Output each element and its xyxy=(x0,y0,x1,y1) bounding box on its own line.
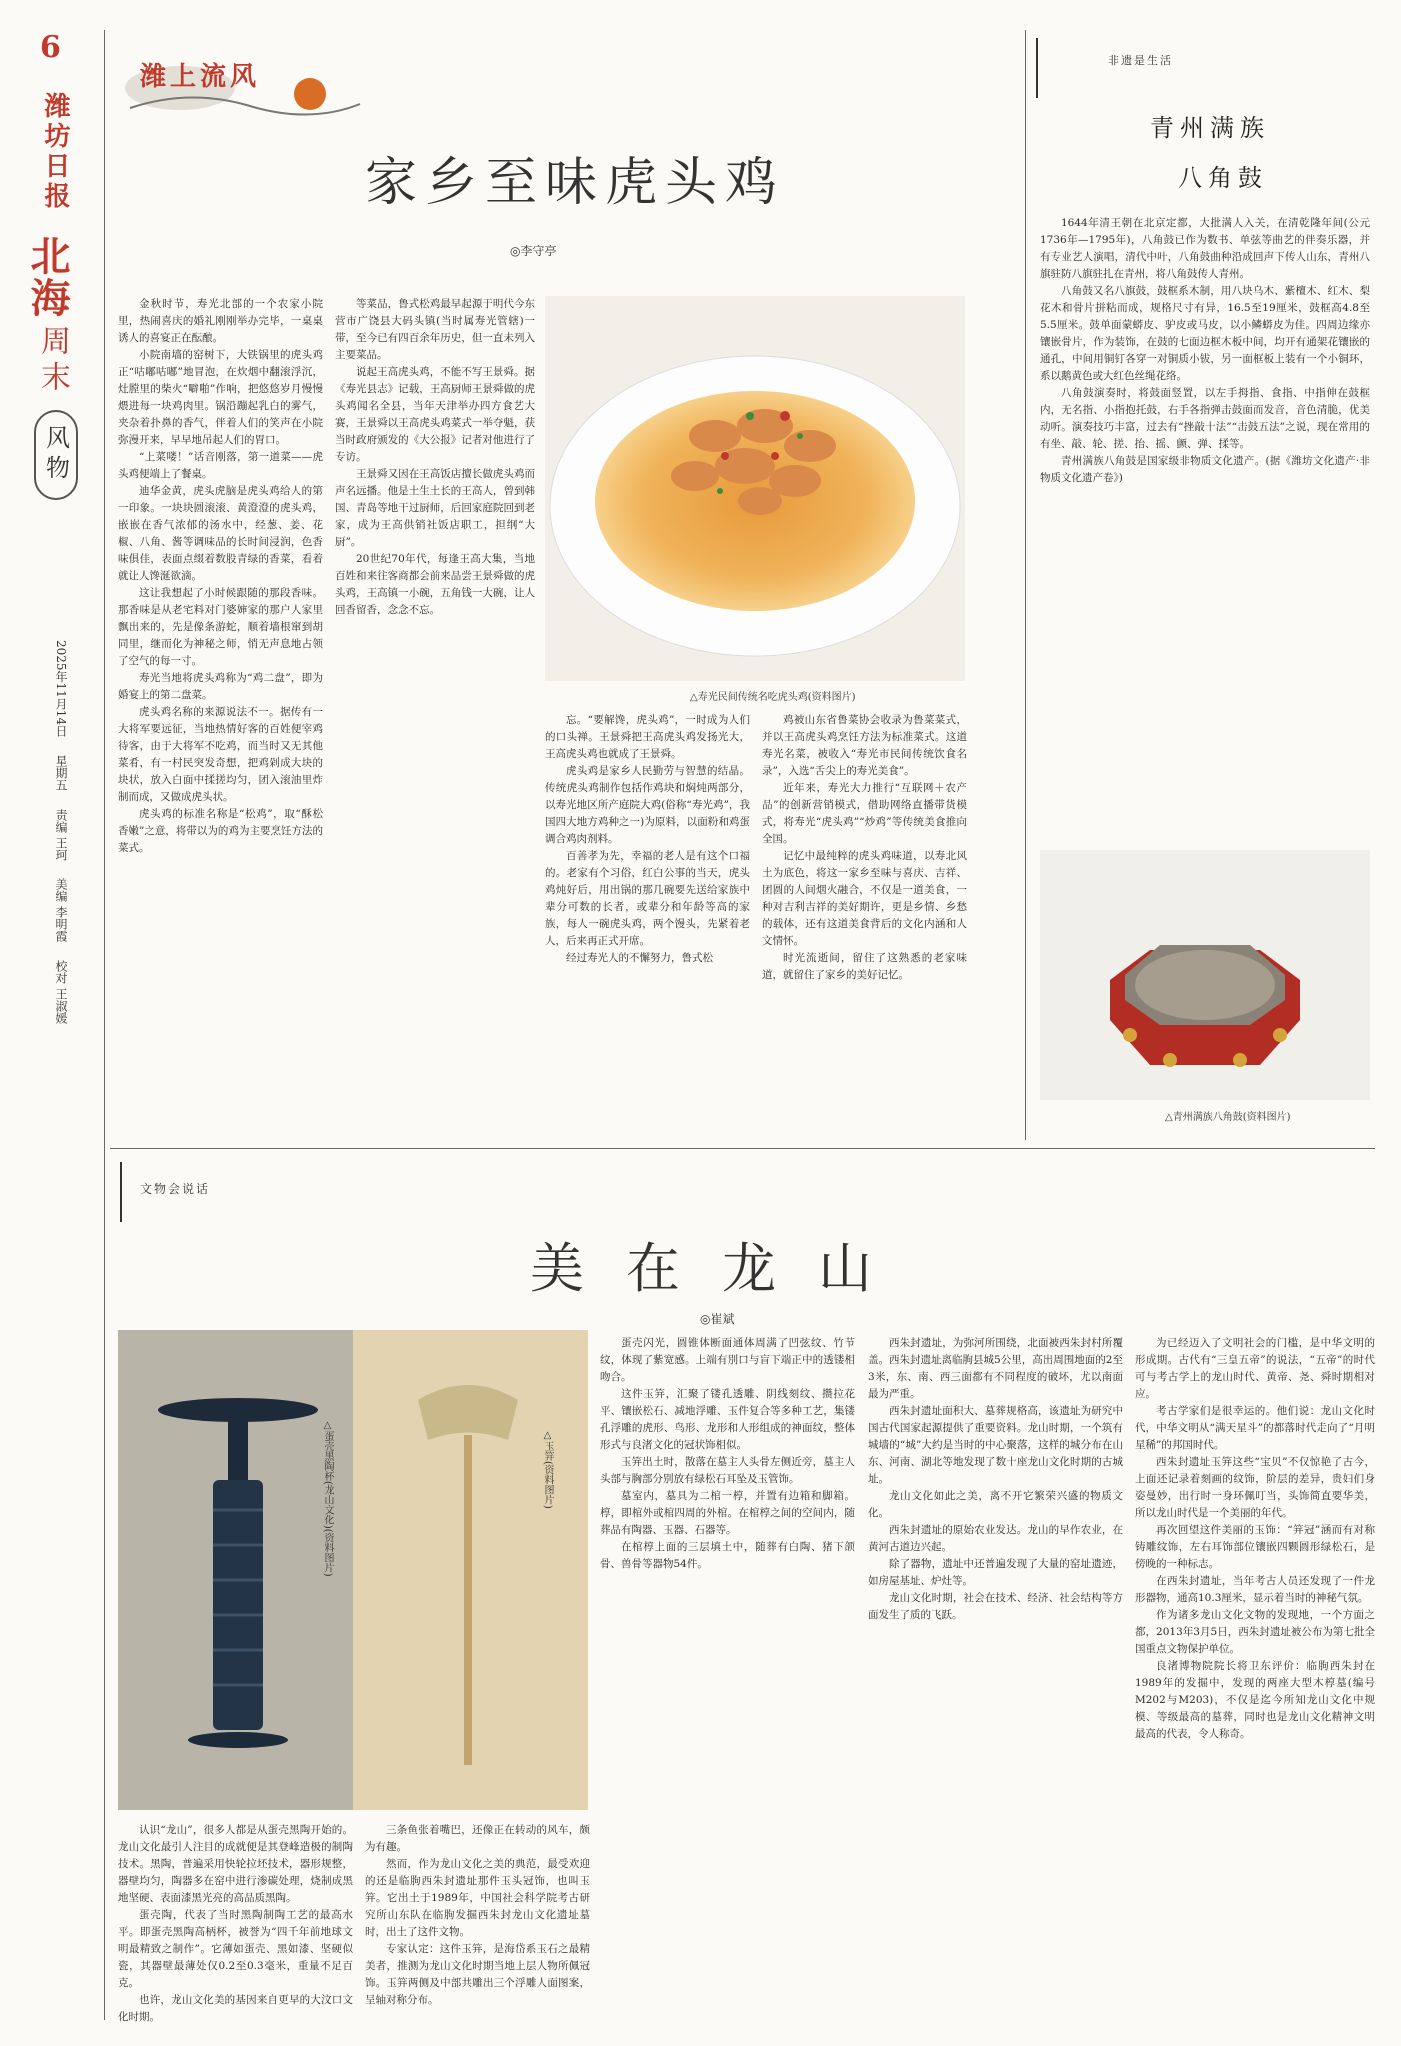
paragraph: 鸡被山东省鲁菜协会收录为鲁菜菜式，并以王高虎头鸡烹饪方法为标准菜式。这道寿光名菜，被收入“寿光市民间传统饮食名录”，入选“舌尖上的寿光美食”。 xyxy=(762,714,967,777)
right-tag-bar xyxy=(1036,38,1038,98)
article2-tag: 文物会说话 xyxy=(140,1182,211,1196)
paragraph: 说起王高虎头鸡，不能不写王景舜。据《寿光县志》记载，王高厨师王景舜做的虎头鸡闻名全县，当年天津举办四方食艺大赛，王景舜以王高虎头鸡菜式一举夺魁，获当时政府颁发的《大公报》记者对他进行了专访。 xyxy=(335,366,535,463)
paper-name: 潍坊日报 xyxy=(40,92,70,212)
issue-date: 2025年11月14日 xyxy=(54,640,68,738)
designer-credit: 美编 李明霞 xyxy=(54,878,68,943)
paragraph: 八角鼓演奏时，将鼓面竖置，以左手拇指、食指、中指伸在鼓框内，无名指、小指抱托鼓，右手各指弹击鼓面而发音，音色清脆，优美动听。演奏技巧丰富，过去有“挫敲十法”“击鼓五法”之说，现在常用的有坐、敲、轮、搓、抬、摇、颤、弹、揉等。 xyxy=(1040,387,1370,450)
column-logo-text: 潍上流风 xyxy=(140,62,261,92)
article2-column-2 xyxy=(365,1822,590,2022)
paragraph: 小院南墙的窑树下，大铁锅里的虎头鸡正“咕嘟咕嘟”地冒泡，在炊烟中翻滚浮沉，灶膛里的柴火“噼啪”作响，把悠悠岁月慢慢煨进每一块鸡肉里。锅沿蹦起乳白的雾气，夹杂着扑鼻的香气，伴着人们的笑声在小院弥漫开来，早早地吊起人们的胃口。 xyxy=(118,349,323,446)
paragraph: 西朱封遗址的原始农业发达。龙山的早作农业，在黄河古道边兴起。 xyxy=(868,1524,1123,1553)
paragraph: 在棺椁上面的三层填土中，随葬有白陶、猪下颌骨、兽骨等器物54件。 xyxy=(600,1541,855,1570)
paragraph: 1644年清王朝在北京定都，大批满人入关，在清乾隆年间(公元1736年—1795年)，八角鼓已作为数书、单弦等曲艺的伴奏乐器，并有专业艺人演唱，清代中叶，八角鼓曲种沿成回声下传人山东，青州八旗驻防八旗驻扎在青州，将八角鼓传人青州。 xyxy=(1040,217,1370,280)
paragraph: 为已经迈入了文明社会的门槛，是中华文明的形成期。古代有“三皇五帝”的说法，“五帝”的时代可与考古学上的龙山时代、黄帝、尧、舜时期相对应。 xyxy=(1135,1337,1375,1400)
paragraph: 虎头鸡是家乡人民勤劳与智慧的结晶。传统虎头鸡制作包括作鸡块和焖炖两部分，以寿光地区所产庭院大鸡(俗称“寿光鸡”，我国四大地方鸡种之一)为原料，以面粉和鸡蛋调合鸡肉剂料。 xyxy=(545,765,750,845)
paragraph: 蛋壳陶，代表了当时黑陶制陶工艺的最高水平。即蛋壳黑陶高柄杯，被誉为“四千年前地球文明最精致之制作”。它薄如蛋壳、黑如漆、坚硬似瓷，其器壁最薄处仅0.2至0.3毫米，重量不足百克。 xyxy=(118,1909,353,1989)
right-column-divider xyxy=(1025,30,1026,1140)
right-article-tag: 非遗是生活 xyxy=(1108,54,1173,67)
issue-info xyxy=(50,640,72,1520)
paragraph: 良渚博物院院长将卫东评价：临朐西朱封在1989年的发掘中，发现的两座大型木椁墓(编号M202与M203)，不仅是迄今所知龙山文化中规模、等级最高的墓葬，同时也是龙山文化精神文明最高的代表，令人称奇。 xyxy=(1135,1660,1375,1740)
dish-illustration xyxy=(545,296,965,681)
paragraph: 青州满族八角鼓是国家级非物质文化遗产。(据《潍坊文化遗产·非物质文化遗产卷》) xyxy=(1040,455,1370,484)
article1-byline: ◎李守亭 xyxy=(510,244,557,258)
right-article-body xyxy=(1040,215,1370,840)
article1-column-2 xyxy=(335,296,535,1116)
editor-credit: 责编 王珂 xyxy=(54,808,68,861)
article1-photo-caption: △寿光民间传统名吃虎头鸡(资料图片) xyxy=(690,692,856,703)
article2-title: 美在龙山 xyxy=(530,1237,914,1300)
proofreader-credit: 校对 王淑媛 xyxy=(54,960,68,1024)
paragraph: 虎头鸡的标准名称是“松鸡”，取“酥松香嫩”之意，将带以为的鸡为主要烹饪方法的菜式。 xyxy=(118,808,323,854)
section-label: 风物 xyxy=(41,425,70,485)
paragraph: 时光流逝间，留住了这熟悉的老家味道，就留住了家乡的美好记忆。 xyxy=(762,952,967,981)
edition-name: 北海 xyxy=(24,235,71,319)
paragraph: 西朱封遗址玉笄这些“宝贝”不仅惊艳了古今，上面还记录着刻画的纹饰，阶层的差异，贵妇们身姿曼妙，出行时一身环佩叮当，头饰简直要华美，所以龙山时代是一个美丽的年代。 xyxy=(1135,1456,1375,1519)
paragraph: 再次回望这件美丽的玉饰：“笄冠”涵而有对称铸雕纹饰，左右耳饰部位镶嵌四颗圆形绿松石，是傍晚的一种标志。 xyxy=(1135,1524,1375,1570)
relics-photo xyxy=(118,1330,588,1810)
article1-column-4 xyxy=(762,712,967,1116)
article2-column-4 xyxy=(868,1335,1123,2025)
paragraph: 王景舜又因在王高饭店擅长做虎头鸡而声名远播。他是土生土长的王高人，曾到韩国、青岛等地干过厨师，后回家庭院回到老家，成为王高供销社饭店职工，担纲“大厨”。 xyxy=(335,468,535,548)
paragraph: 作为诸多龙山文化文物的发现地，一个方面之都，2013年3月5日，西朱封遗址被公布为第七批全国重点文物保护单位。 xyxy=(1135,1609,1375,1655)
article1-title: 家乡至味虎头鸡 xyxy=(365,153,786,213)
article2-column-5 xyxy=(1135,1335,1375,2025)
paragraph: 百善孝为先，幸福的老人是有这个口福的。老家有个习俗，红白公事的当天，虎头鸡炖好后，用出锅的那几碗要先送给家族中辈分可数的长者，或辈分和年龄等高的家族，每人一碗虎头鸡，两个馒头，先紧着老人，后来再正式开席。 xyxy=(545,850,750,947)
article2-caption-right: △玉笄(资料图片) xyxy=(542,1430,553,1509)
paragraph: “上菜喽！”话音刚落，第一道菜——虎头鸡便端上了餐桌。 xyxy=(118,451,323,480)
paragraph: 虎头鸡名称的来源说法不一。据传有一大将军要远征，当地热情好客的百姓便宰鸡待客，由于大将军不吃鸡，而当时又无其他菜肴，有一村民突发奇想，把鸡剁成大块的块状，放入白面中揉搓均匀，团入滚油里炸制而成，又做成虎头状。 xyxy=(118,706,323,803)
drum-illustration xyxy=(1040,850,1370,1100)
paragraph: 墓室内，墓具为二棺一椁，并置有边箱和脚箱。椁，即棺外或棺四周的外棺。在棺椁之间的空间内，随葬品有陶器、玉器、石器等。 xyxy=(600,1490,855,1536)
paragraph: 八角鼓又名八旗鼓，鼓框系木制，用八块乌木、紫檀木、红木、梨花木和骨片拼粘而成，规格尺寸有异，16.5至19厘米，鼓框高4.8至5.5厘米。鼓单面蒙蟒皮、驴皮或马皮，以小鳞蟒皮为佳。四周边缘亦镶嵌骨片，作为装饰，在鼓的七面边框木板中间，均开有通架花镶嵌的通孔，中间用铜钉各穿一对铜质小钹，另一面框板上装有一个小铜环，系以鹅黄色或大红色丝绳花络。 xyxy=(1040,285,1370,382)
article2-caption-left: △蛋壳黑陶杯(龙山文化)(资料图片) xyxy=(322,1420,333,1577)
paragraph: 近年来，寿光大力推行“互联网＋农产品”的创新营销模式，借助网络直播带货模式，将寿光“虎头鸡”“炒鸡”等传统美食推向全国。 xyxy=(762,782,967,845)
paragraph: 20世纪70年代，每逢王高大集，当地百姓和来往客商都会前来品尝王景舜做的虎头鸡，王高镇一小碗，五角钱一大碗，让人回香留香，念念不忘。 xyxy=(335,553,535,616)
paragraph: 忘。“要解馋，虎头鸡”，一时成为人们的口头禅。王景舜把王高虎头鸡发扬光大，王高虎头鸡也就成了王景舜。 xyxy=(545,714,750,760)
article2-column-3 xyxy=(600,1335,855,2025)
paragraph: 玉笄出土时，散落在墓主人头骨左侧近旁，墓主人头部与胸部分别放有绿松石耳坠及玉管饰。 xyxy=(600,1456,855,1485)
paragraph: 这件玉笄，汇聚了镂孔透雕、阴线刻纹、攒拉花平、镶嵌松石、减地浮雕、玉件复合等多种工艺，集镂孔浮雕的虎形、鸟形、龙形和人形组成的神面纹，整体形式与良渚文化的冠状饰相似。 xyxy=(600,1388,855,1451)
issue-weekday: 星期五 xyxy=(54,754,68,791)
paragraph: 蛋壳闪光，圆锥体断面通体周满了凹弦纹、竹节纹，体现了紫宽感。上端有別口与盲下端正中的透镂相吻合。 xyxy=(600,1337,855,1383)
relics-illustration xyxy=(118,1330,588,1810)
page-number: 6 xyxy=(40,30,61,65)
article2-tag-bar xyxy=(120,1162,122,1222)
left-band-divider xyxy=(104,30,105,2020)
tiger-chicken-photo xyxy=(545,296,965,681)
paragraph: 迪华金黄，虎头虎脑是虎头鸡给人的第一印象。一块块圆滚滚、黄澄澄的虎头鸡，嵌嵌在香气浓郁的汤水中，经葱、姜、花椒、八角、酱等调味品的长时间浸润，色香味俱佳，表面点缀着数股青绿的香菜，看着就让人馋涎欲滴。 xyxy=(118,485,323,582)
weekly-label: 周末 xyxy=(35,325,70,397)
paragraph: 也许，龙山文化美的基因来自更早的大汶口文化时期。 xyxy=(118,1994,353,2022)
paragraph: 西朱封遗址，为弥河所围绕，北面被西朱封村所覆盖。西朱封遗址离临朐县城5公里，高出周围地面的2至3米，东、南、西三面都有不同程度的破坏，尤以南面最为严重。 xyxy=(868,1337,1123,1400)
column-logo xyxy=(120,48,370,118)
paragraph: 等菜品，鲁式松鸡最早起源于明代今东营市广饶县大码头镇(当时属寿光管辖)一带，至今已有四百余年历史，但一直未列入主要菜品。 xyxy=(335,298,535,361)
section-badge xyxy=(34,410,78,500)
right-article-title-line2: 八角鼓 xyxy=(1178,164,1268,192)
paragraph: 这让我想起了小时候跟随的那段香味。那香味是从老宅料对门婆婶家的那户人家里飘出来的，先是像条游蛇，顺着墙根窜到胡同里，继而化为神秘之师，悄无声息地占领了空气的每一寸。 xyxy=(118,587,323,667)
paragraph: 三条鱼张着嘴巴，还像正在转动的风车，颇为有趣。 xyxy=(365,1824,590,1853)
paragraph: 记忆中最纯粹的虎头鸡味道，以寿北风土为底色，将这一家乡至味与喜庆、吉祥、团圆的人间烟火融合，不仅是一道美食，一种对吉利吉祥的美好期许，更是乡情、乡愁的载体，还有这道美食背后的文化内涵和人文情怀。 xyxy=(762,850,967,947)
paragraph: 考古学家们是很幸运的。他们说：龙山文化时代，中华文明从“满天星斗”的都落时代走向了“月明星稀”的邦国时代。 xyxy=(1135,1405,1375,1451)
paragraph: 金秋时节，寿光北部的一个农家小院里，热闹喜庆的婚礼刚刚举办完毕，一桌桌诱人的喜宴正在酝酿。 xyxy=(118,298,323,344)
paragraph: 除了器物，遗址中还普遍发现了大量的窑址遗迹，如房屋基址、炉灶等。 xyxy=(868,1558,1123,1587)
paragraph: 西朱封遗址面积大、墓葬规格高，该遗址为研究中国古代国家起源提供了重要资料。龙山时期，一个筑有城墙的“城”大约是当时的中心聚落，这样的城分布在山东、河南、湖北等地发现了数十座龙山文化时期的古城址。 xyxy=(868,1405,1123,1485)
article2-byline: ◎崔斌 xyxy=(700,1312,735,1326)
paragraph: 然而，作为龙山文化之美的典范，最受欢迎的还是临朐西朱封遗址那件玉头冠饰，也叫玉笄。它出土于1989年，中国社会科学院考古研究所山东队在临朐发掘西朱封龙山文化遗址墓时，出土了这件文物。 xyxy=(365,1858,590,1938)
article1-column-3 xyxy=(545,712,750,1116)
paragraph: 寿光当地将虎头鸡称为“鸡二盘”，即为婚宴上的第二盘菜。 xyxy=(118,672,323,701)
octagonal-drum-photo xyxy=(1040,850,1370,1100)
article1-column-1 xyxy=(118,296,323,1116)
paragraph: 认识“龙山”，很多人都是从蛋壳黑陶开始的。龙山文化最引人注目的成就便是其登峰造极的制陶技术。黑陶，普遍采用快轮拉坯技术，器形规整，器壁均匀，陶器多在窑中进行渗碳处理，烧制成黑地坚硬、表面漆黑光亮的高品质黑陶。 xyxy=(118,1824,353,1904)
section-divider xyxy=(110,1148,1375,1149)
article2-column-1 xyxy=(118,1822,353,2022)
paragraph: 专家认定：这件玉笄，是海岱系玉石之最精美者，推测为龙山文化时期当地上层人物所佩冠饰。玉笄两侧及中部共雕出三个浮雕人面图案，呈轴对称分布。 xyxy=(365,1943,590,2006)
drum-photo-caption: △青州满族八角鼓(资料图片) xyxy=(1165,1112,1291,1123)
paragraph: 在西朱封遗址，当年考古人员还发现了一件龙形器物，通高10.3厘米，显示着当时的神秘气氛。 xyxy=(1135,1575,1375,1604)
paragraph: 龙山文化如此之美，离不开它繁荣兴盛的物质文化。 xyxy=(868,1490,1123,1519)
paragraph: 龙山文化时期，社会在技术、经济、社会结构等方面发生了质的飞跃。 xyxy=(868,1592,1123,1621)
paragraph: 经过寿光人的不懈努力，鲁式松 xyxy=(566,952,713,964)
right-article-title-line1: 青州满族 xyxy=(1150,114,1270,142)
